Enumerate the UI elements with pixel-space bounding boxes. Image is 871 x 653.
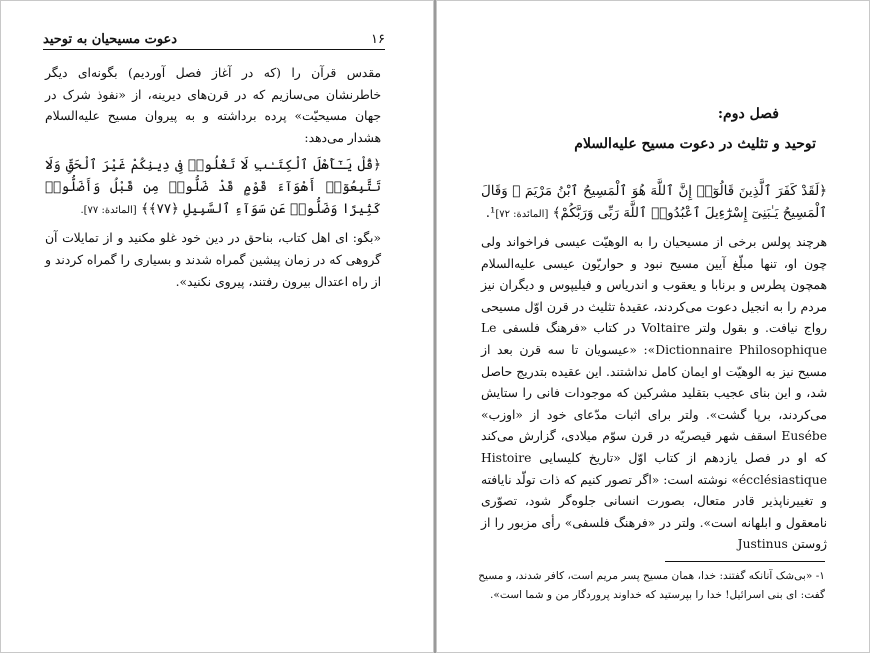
footnote-marker: ¹. <box>485 206 496 221</box>
running-title: دعوت مسیحیان به توحید <box>43 32 178 47</box>
chapter-heading: توحید و تثلیث در دعوت مسیح عليه‌السلام <box>574 136 816 152</box>
intro-paragraph: مقدس قرآن را (که در آغاز فصل آوردیم) بگونه‌ای دیگر خاطرنشان می‌سازیم که در قرن‌های دیرینه، از «نفوذ شرک در جهان مسیحیّت» پرده برداشته و به پیروان مسیح عليه‌السلام هشدار می‌دهد: <box>45 66 381 145</box>
quran-verse <box>45 155 381 222</box>
right-page-text <box>481 175 827 556</box>
footnote-rule <box>665 561 825 562</box>
page-number: ۱۶ <box>371 32 385 47</box>
translation-paragraph: «بگو: ای اهل کتاب، بناحق در دین خود غلو مکنید و از تمایلات آن گروهی که در زمان پیشین گمراه شدند و بسیاری را گمراه کردند و از راه اعتدال بیرون رفتند، پیروی نکنید». <box>45 231 381 289</box>
chapter-title-block <box>477 103 829 159</box>
quran-verse <box>481 181 827 226</box>
left-page <box>0 0 434 653</box>
running-header <box>43 27 385 50</box>
quran-citation: [المائدة: ٧٧]. <box>80 205 137 217</box>
footnote: ۱- «بی‌شک آنانکه گفتند: خدا، همان مسیح پسر مریم است، کافر شدند، و مسیح گفت: ای بنی اسرائیل! خدا را بپرستید که خداوند پروردگار من و شما است». <box>478 570 825 601</box>
left-page-text <box>45 63 381 293</box>
body-paragraph: هرچند پولس برخی از مسیحیان را به الوهیّت عیسی فراخواند ولی چون او، تنها مبلّغ آیین مسیح نبود و حواریّون عیسی عليه‌السلام همچون پطرس و برنابا و یعقوب و اندریاس و فیلیپوس و دیگران نیز مردم را به انجیل دعوت می‌کردند، عقیدۀ تثلیث در قرن اوّل مسیحی رواج نیافت. و بقول ولتر Voltaire در کتاب «فرهنگ فلسفی Le Dictionnaire Philosophique»: «عیسویان تا سه قرن بعد از مسیح نیز به الوهیّت او ایمان کامل نداشتند. این عقیده بتدریج حاصل شد، و این بنای عجیب بتقلید مشرکین که موجودات فانی را ستایش می‌کردند، برپا گشت». ولتر برای اثبات مدّعای خود از «اوزب» Eusébe اسقف شهر قیصریّه در قرن سوّم میلادی، گزارش می‌کند که او در فصل یازدهم از کتاب اوّل «تاریخ کلیسایی Histoire écclésiastique» نوشته است: «اگر تصور کنیم که ذات تولّد نایافته و تغییرناپذیر قادر متعال، بصورت انسانی جلوه‌گر شود، تصوّری نامعقول و ابلهانه است». ولتر در «فرهنگ فلسفی» رأی مزبور را از ژوستن Justinus <box>481 235 827 552</box>
quran-text: ﴿قُلْ يَـٰٓأَهْلَ ٱلْكِتَـٰبِ لَا تَغْلُوا۟ فِى دِينِكُمْ غَيْرَ ٱلْحَقِّ وَلَا تَتَّبِعُوٓا۟ أَهْوَآءَ قَوْمٍ قَدْ ضَلُّوا۟ مِن قَبْلُ وَأَضَلُّوا۟ كَثِيرًا وَضَلُّوا۟ عَن سَوَآءِ ٱلسَّبِيلِ ﴿٧٧﴾﴾ <box>45 158 381 218</box>
chapter-label: فصل دوم: <box>717 106 779 122</box>
quran-citation: [المائدة: ٧٢] <box>495 209 549 220</box>
right-page <box>436 0 870 653</box>
quran-text: ﴿لَقَدْ كَفَرَ ٱلَّذِينَ قَالُوٓا۟ إِنَّ ٱللَّهَ هُوَ ٱلْمَسِيحُ ٱبْنُ مَرْيَمَ ۖ وَقَالَ ٱلْمَسِيحُ يَـٰبَنِىٓ إِسْرَٰٓءِيلَ ٱعْبُدُوا۟ ٱللَّهَ رَبِّى وَرَبَّكُمْ﴾ <box>481 184 827 221</box>
